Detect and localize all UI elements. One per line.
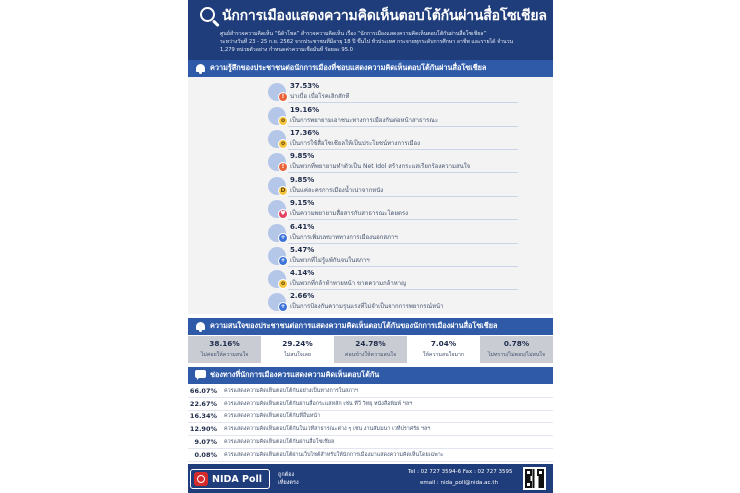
list-item — [268, 267, 518, 291]
section-title: ความสนใจของประชาชนต่อการแสดงความคิดเห็นตอบโต้กันของนักการเมืองผ่านสื่อโซเชียล — [210, 321, 498, 330]
stat-cell — [480, 336, 553, 363]
page-title: นักการเมืองแสดงความคิดเห็นตอบโต้กันผ่านสื่อโซเชียล — [222, 8, 547, 24]
header — [188, 0, 553, 64]
divider — [288, 219, 518, 220]
list-item — [268, 127, 518, 151]
item-text: เป็นการป้องกันความรุนแรงที่ไม่จำเป็นจากการพยากรณ์หน้า — [290, 303, 444, 310]
list-item — [268, 80, 518, 104]
row-percent: 0.08% — [194, 450, 217, 459]
nida-poll-logo — [190, 469, 270, 489]
row-percent: 22.67% — [189, 399, 217, 408]
row-text: ควรแสดงความคิดเห็นตอบโต้ผ่านเว็บไซต์สำหรับให้นักการเมืองมาแสดงความคิดเห็นโดยเฉพาะ — [224, 451, 444, 458]
stat-label: ไม่ค่อยให้ความสนใจ — [200, 352, 249, 358]
bell-icon — [188, 60, 210, 77]
row-percent: 66.07% — [189, 386, 217, 395]
item-percent: 37.53% — [290, 82, 320, 90]
section-bar-feelings — [188, 60, 553, 77]
divider — [288, 102, 518, 103]
item-percent: 6.41% — [290, 223, 315, 231]
item-percent: 9.15% — [290, 199, 315, 207]
item-percent: 4.14% — [290, 269, 315, 277]
channels-list — [188, 385, 553, 462]
list-item — [268, 174, 518, 198]
like-icon: + — [278, 302, 288, 312]
wow-icon: o — [278, 279, 288, 289]
row-text: ควรแสดงความคิดเห็นตอบโต้กันในเวทีสาธารณะต่าง ๆ เช่น งานสัมมนา เวทีปราศรัย ฯลฯ — [224, 426, 431, 433]
section-bar-channels — [188, 367, 553, 384]
stat-value: 29.24% — [282, 339, 313, 348]
bell-icon — [188, 318, 210, 335]
angry-icon: ! — [278, 162, 288, 172]
survey-description-line: 1,279 หน่วยตัวอย่าง กำหนดค่าความเชื่อมั่นที่ ร้อยละ 95.0 — [220, 47, 353, 53]
item-text: เป็นการเพิ่มบทบาททางการเมืองนอกสภาฯ — [290, 234, 398, 241]
table-row — [188, 398, 553, 411]
wow-icon: o — [278, 116, 288, 126]
table-row — [188, 436, 553, 449]
stat-cell — [188, 336, 261, 363]
stat-label: ค่อนข้างให้ความสนใจ — [344, 352, 397, 358]
list-item — [268, 244, 518, 268]
survey-description-line: ระหว่างวันที่ 23 - 25 ก.ย. 2562 จากประชาชนที่มีอายุ 18 ปี ขึ้นไป ทั่วประเทศ กระจายทุกระดับการศึกษา อาชีพ และรายได้ จำนวน — [220, 39, 514, 45]
item-percent: 9.85% — [290, 152, 315, 160]
survey-description-line: ศูนย์สำรวจความคิดเห็น “นิด้าโพล” สำรวจความคิดเห็น เรื่อง “นักการเมืองแสดงความคิดเห็นตอบโต้กันผ่านสื่อโซเชียล” — [220, 31, 487, 37]
survey-description — [220, 30, 546, 54]
stat-value: 24.78% — [355, 339, 386, 348]
chat-icon — [188, 367, 210, 384]
stat-label: ไม่สนใจเลย — [284, 352, 311, 358]
section-title: ความรู้สึกของประชาชนต่อนักการเมืองที่ชอบแสดงความคิดเห็นตอบโต้กันผ่านสื่อโซเชียล — [210, 63, 487, 72]
logo-text: NIDA Poll — [212, 473, 263, 485]
item-percent: 17.36% — [290, 129, 320, 137]
item-text: เป็นการใช้สื่อโซเชียลให้เป็นประโยชน์ทางการเมือง — [290, 140, 421, 147]
row-percent: 9.07% — [194, 438, 217, 447]
section-title: ช่องทางที่นักการเมืองควรแสดงความคิดเห็นตอบโต้กัน — [210, 370, 380, 379]
stat-cell — [261, 336, 334, 363]
header-title-row — [188, 3, 553, 29]
stat-cell — [334, 336, 407, 363]
wow-icon: o — [278, 139, 288, 149]
table-row — [188, 385, 553, 398]
angry-icon: ! — [278, 92, 288, 102]
slogan-line: เที่ยงตรง — [278, 480, 299, 486]
row-text: ควรแสดงความคิดเห็นตอบโต้กันผ่านสื่อโซเชียล — [224, 439, 335, 446]
table-row — [188, 423, 553, 436]
item-text: น่าเบื่อ เบื่อโรคเลิกสักที — [290, 93, 350, 100]
item-text: เป็นแค่ละครการเมืองน้ำเน่าจากหนัง — [290, 187, 384, 194]
stat-label: ให้ความสนใจมาก — [422, 352, 465, 358]
stat-value: 0.78% — [503, 339, 530, 348]
list-item — [268, 104, 518, 128]
item-text: เป็นพวกที่กล้าท้าทายหน้า ขาดความกล้าหาญ — [290, 280, 407, 287]
row-text: ควรแสดงความคิดเห็นตอบโต้กันผ่านสื่อกระแสหลัก เช่น ทีวี วิทยุ หนังสือพิมพ์ ฯลฯ — [224, 400, 413, 407]
slogan — [278, 471, 299, 487]
item-percent: 9.85% — [290, 176, 315, 184]
item-text: เป็นพวกที่ไม่รู้แพ้กันจนในสภาฯ — [290, 257, 370, 264]
row-text: ควรแสดงความคิดเห็นตอบโต้กันอย่างเป็นทางการในสภาฯ — [224, 387, 358, 394]
item-percent: 2.66% — [290, 292, 315, 300]
contact-phone: Tel : 02 727 3594-6 Fax : 02 727 3595 — [408, 469, 513, 475]
footer — [188, 464, 553, 493]
search-icon — [188, 3, 222, 29]
table-row — [188, 411, 553, 424]
row-percent: 16.34% — [189, 412, 217, 421]
like-icon: + — [278, 256, 288, 266]
item-text: เป็นความพยายามสื่อสารกับสาธารณะโดยตรง — [290, 210, 409, 217]
list-item — [268, 290, 518, 314]
infographic-poster — [188, 0, 553, 493]
contact-email: email : nida_poll@nida.ac.th — [420, 480, 498, 486]
divider — [288, 172, 518, 173]
item-text: เป็นการพยายามเอาชนะทางการเมืองกันต่อหน้าสาธารณะ — [290, 117, 439, 124]
item-percent: 19.16% — [290, 106, 320, 114]
row-text: ควรแสดงความคิดเห็นตอบโต้กันที่อื่นหน้า — [224, 413, 321, 420]
love-icon: ♥ — [278, 209, 288, 219]
stat-value: 38.16% — [209, 339, 240, 348]
interest-stats — [188, 336, 553, 363]
list-item — [268, 197, 518, 221]
list-item — [268, 221, 518, 245]
stat-value: 7.04% — [430, 339, 457, 348]
section-bar-interest — [188, 318, 553, 335]
like-icon: + — [278, 233, 288, 243]
haha-icon: D — [278, 186, 288, 196]
stat-label: ไม่ทราบ/ไม่ตอบ/ไม่สนใจ — [487, 352, 546, 358]
qr-code-icon — [523, 467, 546, 490]
slogan-line: ถูกต้อง — [278, 472, 295, 478]
row-percent: 12.90% — [189, 425, 217, 434]
stat-cell — [407, 336, 480, 363]
list-item — [268, 150, 518, 174]
item-percent: 5.47% — [290, 246, 315, 254]
logo-mark-icon — [194, 472, 208, 486]
item-text: เป็นพวกที่พยายามทำตัวเป็น Net Idol สร้างกระแสเรียกร้องความสนใจ — [290, 163, 471, 170]
table-row — [188, 449, 553, 462]
